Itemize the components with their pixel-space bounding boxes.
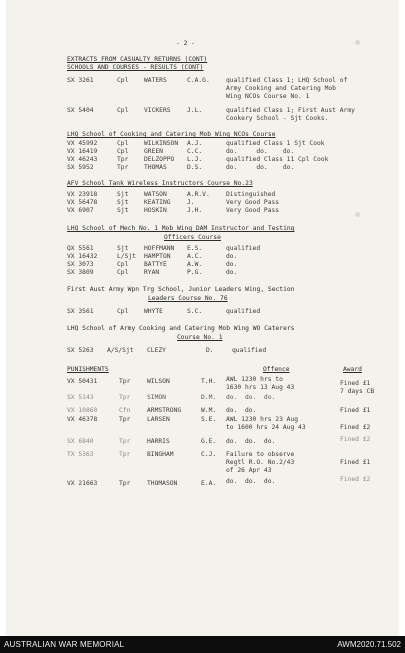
- surname: THOMASON: [147, 480, 178, 487]
- initials: J.H.: [187, 207, 203, 214]
- surname: ARMSTRONG: [147, 407, 182, 414]
- surname: VICKERS: [144, 107, 171, 114]
- initials: C.J.: [201, 451, 217, 458]
- result-line: Wing NCOs Course No. 1: [226, 93, 310, 100]
- service-number: VX 50431: [67, 378, 98, 385]
- surname: WATSON: [144, 191, 167, 198]
- surname: DELZOPPO: [144, 156, 175, 163]
- award-line: Fined £2: [340, 436, 371, 443]
- service-number: SX 3073: [67, 261, 94, 268]
- service-number: SX 5143: [67, 394, 94, 401]
- service-number: SX 5404: [67, 107, 94, 114]
- offence-line: to 1600 hrs 24 Aug 43: [226, 424, 306, 431]
- award-line: Fined £1: [340, 380, 371, 387]
- surname: LARSEN: [147, 416, 170, 423]
- rank: Cpl: [117, 107, 129, 114]
- result: qualified Class 11 Cpl Cook: [226, 156, 329, 163]
- initials: A.W.: [187, 261, 203, 268]
- rank: Tpr: [119, 378, 131, 385]
- service-number: VX 6907: [67, 207, 94, 214]
- footer-accession-number: AWM2020.71.502: [337, 640, 401, 649]
- rank: L/Sjt: [117, 253, 136, 260]
- result: qualified: [226, 308, 261, 315]
- surname: RYAN: [144, 269, 160, 276]
- section-title-wpn: First Aust Army Wpn Trg School, Junior Leaders Wing, Section: [67, 286, 295, 293]
- heading-extracts: EXTRACTS FROM CASUALTY RETURNS (CONT): [67, 56, 208, 63]
- result: do.: [226, 269, 238, 276]
- punch-hole: [355, 212, 360, 217]
- service-number: VX 46243: [67, 156, 98, 163]
- surname: HAMPTON: [144, 253, 171, 260]
- result: do. do. do.: [226, 164, 295, 171]
- document-page: [7, 0, 398, 636]
- offence-line: do. do. do.: [226, 478, 276, 485]
- offence-line: of 26 Apr 43: [226, 467, 272, 474]
- offence-line: do. do. do.: [226, 438, 276, 445]
- initials: S.C.: [187, 308, 203, 315]
- service-number: VX 45992: [67, 140, 98, 147]
- service-number: VX 10860: [67, 407, 98, 414]
- section-title-afv: AFV School Tank Wireless Instructors Course No.23: [67, 180, 253, 187]
- initials: A.J.: [187, 140, 203, 147]
- initials: A.C.: [187, 253, 203, 260]
- initials: D.S.: [187, 164, 203, 171]
- rank: Tpr: [119, 451, 131, 458]
- rank: A/S/Sjt: [107, 347, 134, 354]
- initials: C.C.: [187, 148, 203, 155]
- surname: HARRIS: [147, 438, 170, 445]
- rank: Cpl: [117, 148, 129, 155]
- result: Distinguished: [226, 191, 276, 198]
- section-title-cooking: LHQ School of Cooking and Catering Mob Wing NCOs Course: [67, 131, 276, 138]
- surname: BINGHAM: [147, 451, 174, 458]
- surname: GREEN: [144, 148, 163, 155]
- service-number: SX 6840: [67, 438, 94, 445]
- surname: WHYTE: [144, 308, 163, 315]
- award-line: Fined £1: [340, 407, 371, 414]
- initials: E.S.: [187, 245, 203, 252]
- section-title-mech-2: Officers Course: [164, 234, 221, 241]
- initials: L.J.: [187, 156, 203, 163]
- result-line: Cookery School - Sjt Cooks.: [226, 115, 329, 122]
- service-number: VX 21663: [67, 480, 98, 487]
- offence-line: Failure to observe: [226, 451, 295, 458]
- rank: Tpr: [119, 438, 131, 445]
- footer-bar: [0, 636, 405, 653]
- section-title-punishments: PUNISHMENTS: [67, 366, 109, 373]
- rank: Tpr: [119, 394, 131, 401]
- initials: E.A.: [201, 480, 217, 487]
- initials: D.: [206, 347, 214, 354]
- result: do.: [226, 261, 238, 268]
- punch-hole: [355, 40, 360, 45]
- result-line: qualified Class 1; First Aust Army: [226, 107, 355, 114]
- column-header-award: Award: [343, 366, 362, 373]
- rank: Cpl: [117, 77, 129, 84]
- service-number: VX 46378: [67, 416, 98, 423]
- rank: Cpl: [117, 308, 129, 315]
- offence-line: 1630 hrs 13 Aug 43: [226, 384, 295, 391]
- service-number: SX 3809: [67, 269, 94, 276]
- result: qualified Class 1 Sjt Cook: [226, 140, 325, 147]
- section-title-mech: LHQ School of Mech No. 1 Mob Wing DAM Instructor and Testing: [67, 225, 295, 232]
- result-line: Army Cooking and Catering Mob: [226, 85, 336, 92]
- rank: Tpr: [117, 164, 129, 171]
- service-number: VX 16432: [67, 253, 98, 260]
- service-number: TX 5363: [67, 451, 94, 458]
- service-number: VX 23918: [67, 191, 98, 198]
- result-line: qualified Class 1; LHQ School of: [226, 77, 348, 84]
- rank: Cpl: [117, 269, 129, 276]
- surname: WATERS: [144, 77, 167, 84]
- surname: THOMAS: [144, 164, 167, 171]
- initials: J.L.: [187, 107, 203, 114]
- result: qualified: [226, 245, 261, 252]
- heading-schools: SCHOOLS AND COURSES - RESULTS (CONT): [67, 64, 204, 71]
- surname: WILSON: [147, 378, 170, 385]
- initials: T.H.: [201, 378, 217, 385]
- rank: Sjt: [117, 191, 129, 198]
- result: Very Good Pass: [226, 207, 280, 214]
- page-number: - 2 -: [176, 40, 195, 47]
- service-number: QX 5561: [67, 245, 94, 252]
- section-title-wpn-2: Leaders Course No. 76: [148, 295, 228, 302]
- service-number: SX 5263: [67, 347, 94, 354]
- rank: Cpl: [117, 140, 129, 147]
- initials: S.E.: [201, 416, 217, 423]
- initials: P.G.: [187, 269, 203, 276]
- surname: CLEZY: [147, 347, 166, 354]
- column-header-offence: Offence: [263, 366, 290, 373]
- service-number: SX 3561: [67, 308, 94, 315]
- section-title-wo-2: Course No. 1: [177, 334, 223, 341]
- initials: A.R.V.: [187, 191, 210, 198]
- surname: WILKINSON: [144, 140, 179, 147]
- section-title-wo: LHQ School of Army Cooking and Catering Mob Wing WO Caterers: [67, 325, 295, 332]
- rank: Sjt: [117, 207, 129, 214]
- rank: Sjt: [117, 245, 129, 252]
- service-number: SX 5952: [67, 164, 94, 171]
- initials: G.E.: [201, 438, 217, 445]
- rank: Cfn: [119, 407, 131, 414]
- service-number: VX 16419: [67, 148, 98, 155]
- initials: C.A.G.: [187, 77, 210, 84]
- result: do.: [226, 253, 238, 260]
- initials: J.: [187, 199, 195, 206]
- service-number: SX 3261: [67, 77, 94, 84]
- result: do. do. do.: [226, 148, 295, 155]
- rank: Cpl: [117, 261, 129, 268]
- footer-institution: AUSTRALIAN WAR MEMORIAL: [4, 640, 125, 649]
- award-line: Fined £1: [340, 459, 371, 466]
- rank: Tpr: [119, 416, 131, 423]
- rank: Sjt: [117, 199, 129, 206]
- offence-line: AWL 1230 hrs 23 Aug: [226, 416, 299, 423]
- surname: SIMON: [147, 394, 166, 401]
- rank: Tpr: [119, 480, 131, 487]
- service-number: VX 56478: [67, 199, 98, 206]
- offence-line: do. do. do.: [226, 394, 276, 401]
- offence-line: AWL 1230 hrs to: [226, 376, 283, 383]
- surname: HOFFMANN: [144, 245, 175, 252]
- surname: BATTYE: [144, 261, 167, 268]
- award-line: Fined £2: [340, 424, 371, 431]
- offence-line: Regtl R.O. No.2/43: [226, 459, 295, 466]
- result: Very Good Pass: [226, 199, 280, 206]
- offence-line: do. do.: [226, 407, 257, 414]
- award-line: 7 days CB: [340, 388, 375, 395]
- rank: Tpr: [117, 156, 129, 163]
- initials: W.M.: [201, 407, 217, 414]
- surname: HOSKIN: [144, 207, 167, 214]
- award-line: Fined £2: [340, 476, 371, 483]
- result: qualified: [232, 347, 267, 354]
- initials: D.M.: [201, 394, 217, 401]
- surname: KEATING: [144, 199, 171, 206]
